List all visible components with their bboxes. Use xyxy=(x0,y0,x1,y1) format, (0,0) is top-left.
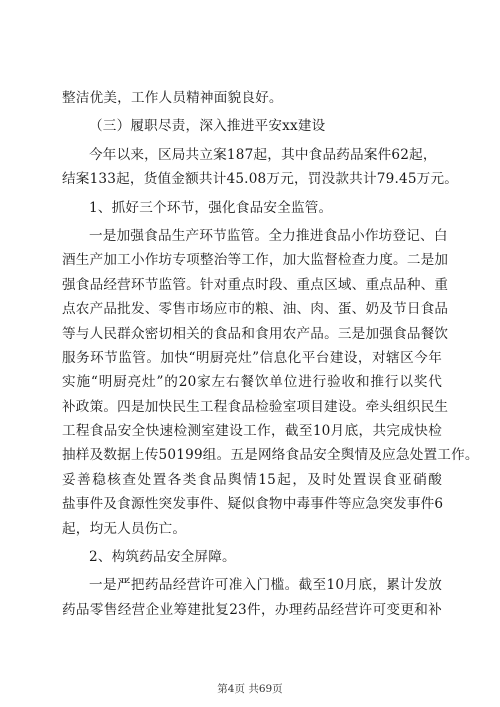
paragraph-line: 整洁优美，工作人员精神面貌良好。 xyxy=(62,90,283,106)
paragraph-line: 强食品经营环节监管。针对重点时段、重点区域、重点品种、重 xyxy=(62,276,449,293)
paragraph-line: 抽样及数据上传50199组。五是网络食品安全舆情及应急处置工作。 xyxy=(62,447,479,464)
subsection-heading: 2、构筑药品安全屏障。 xyxy=(89,549,236,566)
paragraph-line: 补政策。四是加快民生工程食品检验室项目建设。牵头组织民生 xyxy=(62,398,449,415)
subsection-heading: 1、抓好三个环节，强化食品安全监管。 xyxy=(89,199,333,216)
paragraph-line: 一是加强食品生产环节监管。全力推进食品小作坊登记、白 xyxy=(89,227,448,244)
paragraph-line: 实施“明厨亮灶”的20家左右餐饮单位进行验收和推行以奖代 xyxy=(62,374,442,391)
paragraph-line: 服务环节监管。加快“明厨亮灶”信息化平台建设，对辖区今年 xyxy=(62,349,442,366)
paragraph-line: 妥善稳核查处置各类食品舆情15起，及时处置误食亚硝酸 xyxy=(62,471,442,488)
document-body xyxy=(62,86,479,622)
paragraph-line: 药品零售经营企业筹建批复23件，办理药品经营许可变更和补 xyxy=(62,601,442,618)
paragraph-line: 起，均无人员伤亡。 xyxy=(62,520,187,537)
section-heading: （三）履职尽责，深入推进平安xx建设 xyxy=(89,118,326,135)
paragraph-line: 工程食品安全快速检测室建设工作，截至10月底，共完成快检 xyxy=(62,423,442,440)
paragraph-line: 盐事件及食源性突发事件、疑似食物中毒事件等应急突发事件6 xyxy=(62,496,444,513)
page-number-footer: 第4页 共69页 xyxy=(217,683,283,695)
paragraph-line: 等与人民群众密切相关的食品和食用农产品。三是加强食品餐饮 xyxy=(62,325,449,342)
paragraph-line: 结案133起，货值金额共计45.08万元，罚没款共计79.45万元。 xyxy=(62,171,459,188)
paragraph-line: 点农产品批发、零售市场应市的粮、油、肉、蛋、奶及节日食品 xyxy=(62,301,449,318)
paragraph-line: 一是严把药品经营许可准入门槛。截至10月底，累计发放 xyxy=(89,577,442,594)
paragraph-line: 酒生产加工小作坊专项整治等工作，加大监督检查力度。二是加 xyxy=(62,252,449,269)
paragraph-line: 今年以来，区局共立案187起，其中食品药品案件62起， xyxy=(89,146,437,163)
